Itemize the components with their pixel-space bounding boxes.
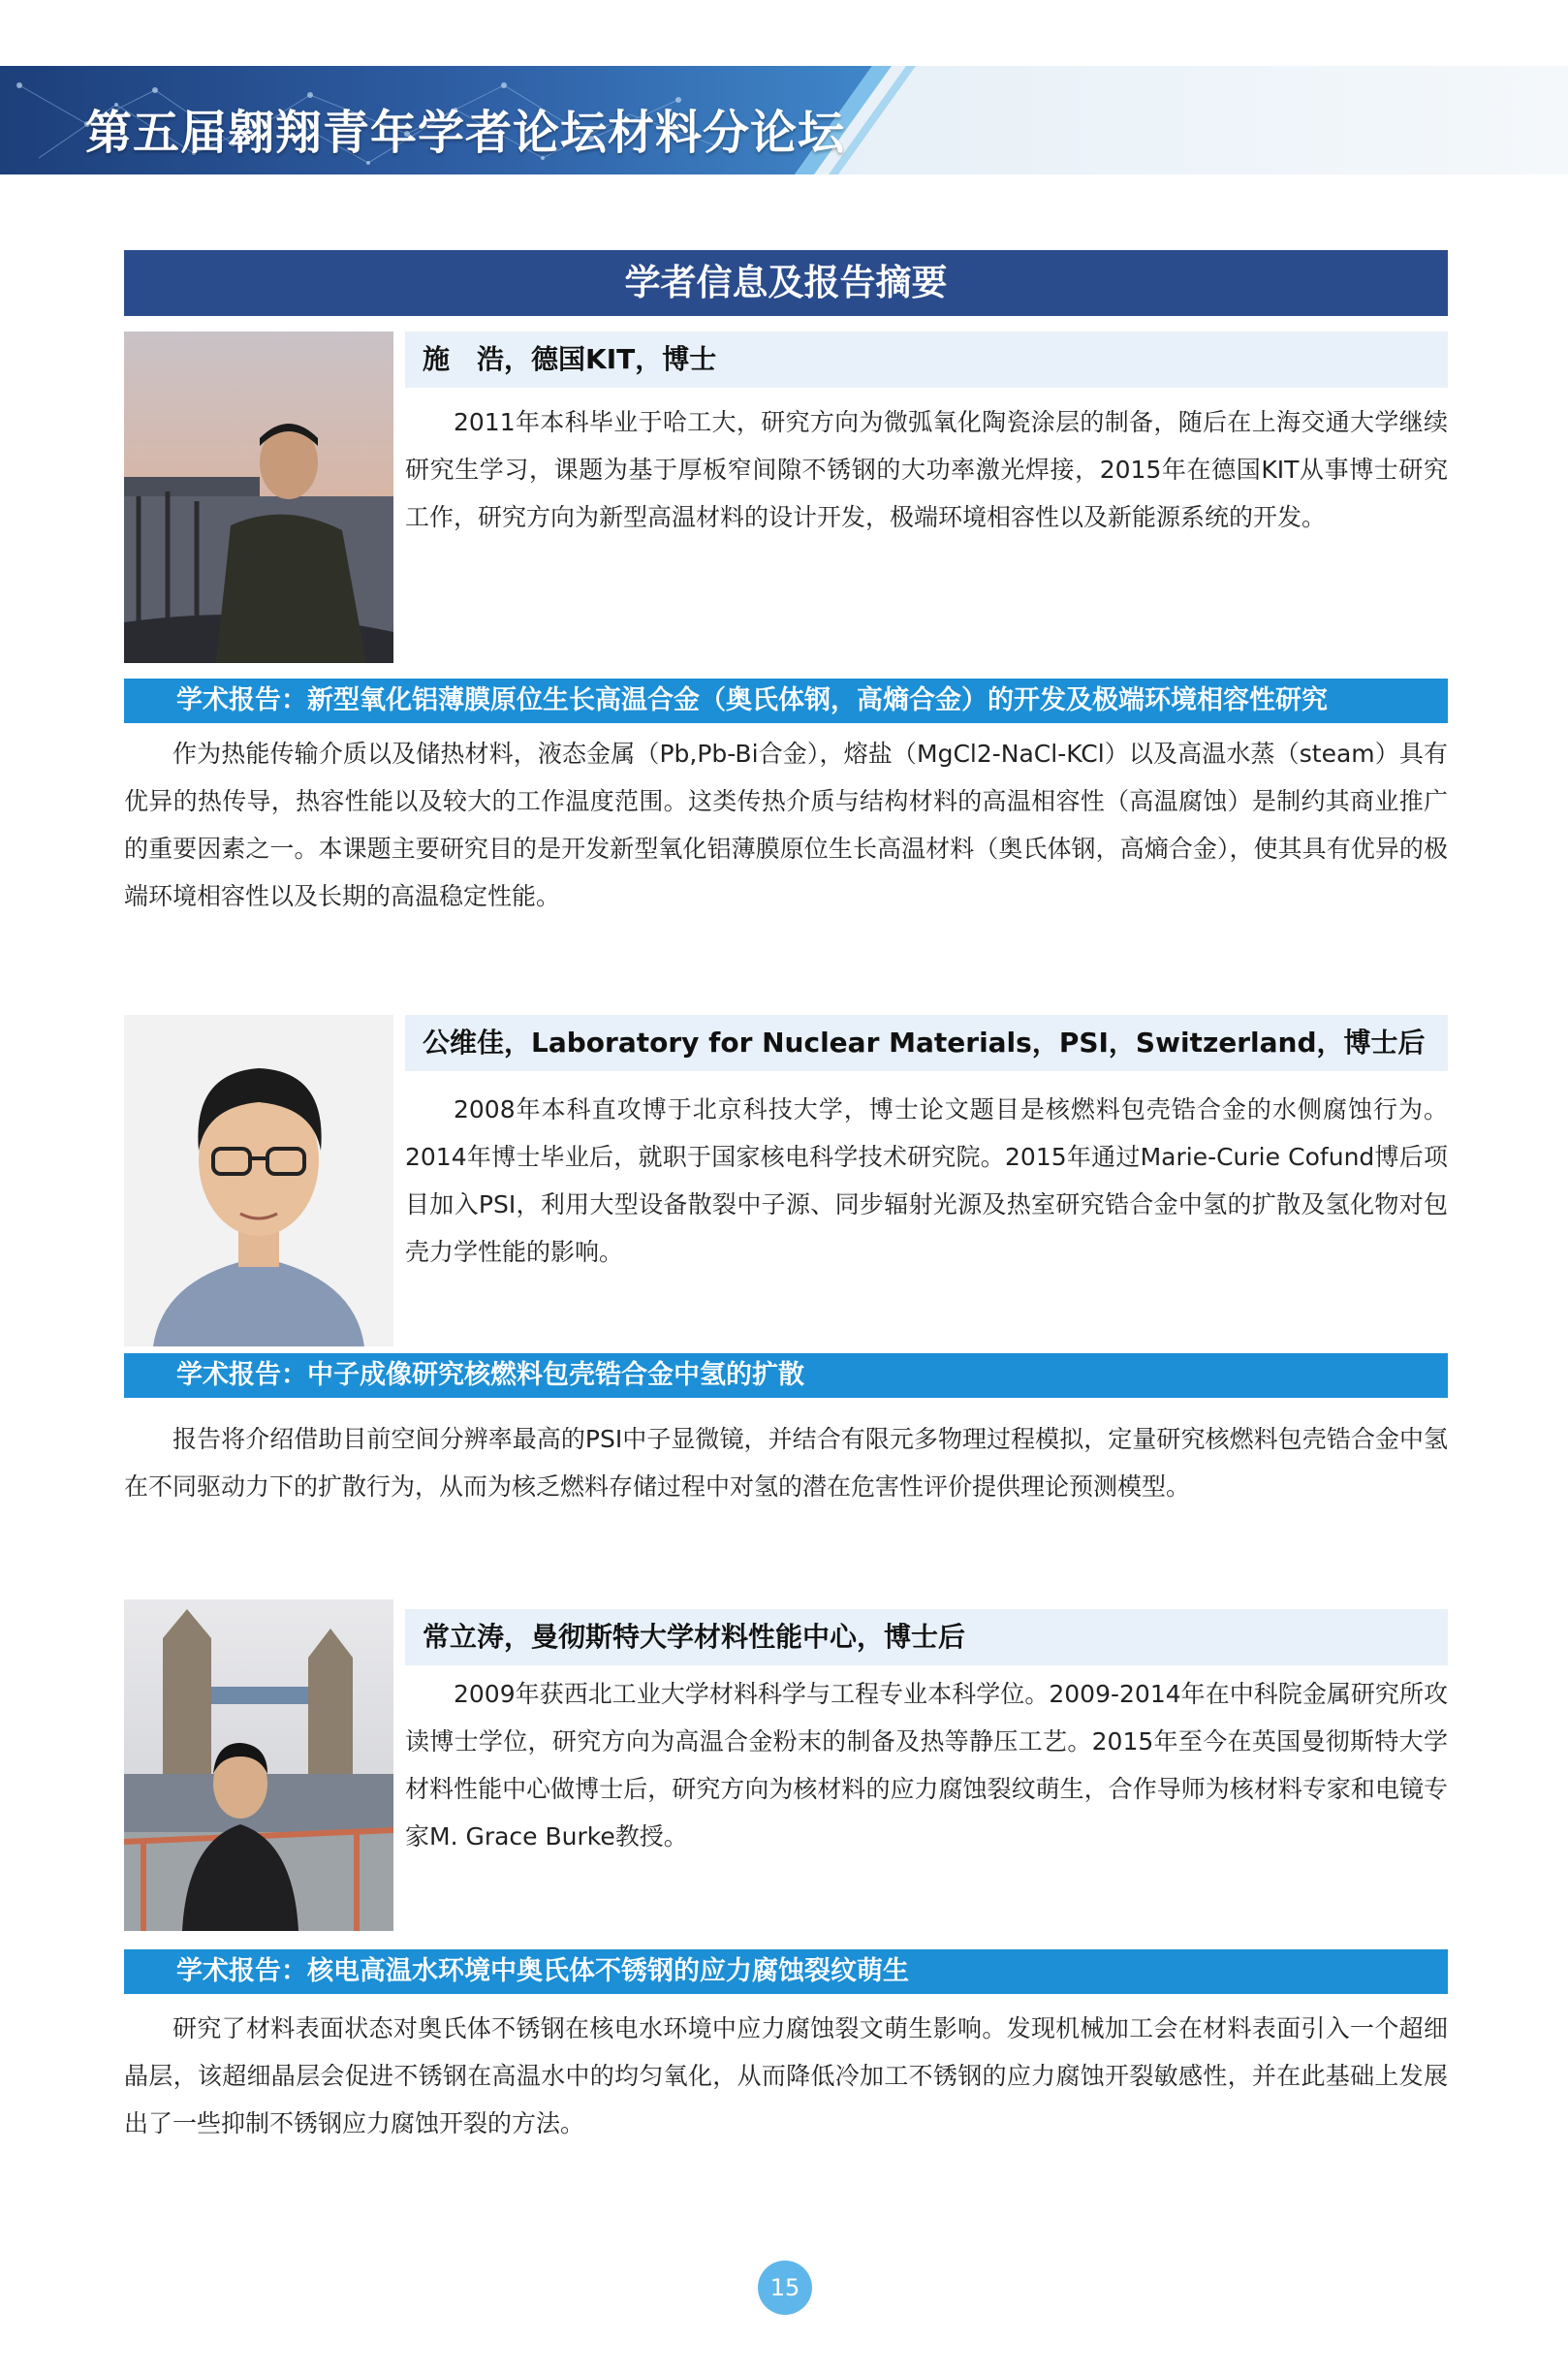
forum-title: 第五届翱翔青年学者论坛材料分论坛 — [85, 106, 846, 160]
scholar-photo — [124, 332, 393, 663]
scholar-bio: 2008年本科直攻博于北京科技大学，博士论文题目是核燃料包壳锆合金的水侧腐蚀行为。2014年博士毕业后，就职于国家核电科学技术研究院。2015年通过Marie-Curie Cofund博后项目加入PSI，利用大型设备散裂中子源、同步辐射光源及热室研究锆合金中氢的扩散及氢化物对包壳力学性能的影响。 — [405, 1095, 1448, 1266]
scholar-photo — [124, 1599, 393, 1931]
page-number: 15 — [758, 2261, 812, 2315]
scholar-bio: 2011年本科毕业于哈工大，研究方向为微弧氧化陶瓷涂层的制备，随后在上海交通大学继续研究生学习，课题为基于厚板窄间隙不锈钢的大功率激光焊接，2015年在德国KIT从事博士研究工作，研究方向为新型高温材料的设计开发，极端环境相容性以及新能源系统的开发。 — [405, 408, 1448, 531]
scholar-bio: 2009年获西北工业大学材料科学与工程专业本科学位。2009-2014年在中科院金属研究所攻读博士学位，研究方向为高温合金粉末的制备及热等静压工艺。2015年至今在英国曼彻斯特大学材料性能中心做博士后，研究方向为核材料的应力腐蚀裂纹萌生，合作导师为核材料专家和电镜专家M. Grace Burke教授。 — [405, 1680, 1448, 1851]
report-title: 学术报告：新型氧化铝薄膜原位生长高温合金（奥氏体钢，高熵合金）的开发及极端环境相容性研究 — [124, 679, 1448, 723]
report-abstract: 研究了材料表面状态对奥氏体不锈钢在核电水环境中应力腐蚀裂文萌生影响。发现机械加工会在材料表面引入一个超细晶层，该超细晶层会促进不锈钢在高温水中的均匀氧化，从而降低冷加工不锈钢的应力腐蚀开裂敏感性，并在此基础上发展出了一些抑制不锈钢应力腐蚀开裂的方法。 — [124, 2014, 1448, 2137]
scholar-name: 公维佳，Laboratory for Nuclear Materials，PSI，Switzerland，博士后 — [405, 1015, 1448, 1071]
header-banner — [0, 66, 1568, 174]
report-title: 学术报告：核电高温水环境中奥氏体不锈钢的应力腐蚀裂纹萌生 — [124, 1949, 1448, 1994]
scholar-name: 常立涛，曼彻斯特大学材料性能中心，博士后 — [405, 1609, 1448, 1665]
report-abstract: 报告将介绍借助目前空间分辨率最高的PSI中子显微镜，并结合有限元多物理过程模拟，定量研究核燃料包壳锆合金中氢在不同驱动力下的扩散行为，从而为核乏燃料存储过程中对氢的潜在危害性评价提供理论预测模型。 — [124, 1425, 1448, 1501]
scholar-name: 施 浩，德国KIT，博士 — [405, 332, 1448, 388]
report-title: 学术报告：中子成像研究核燃料包壳锆合金中氢的扩散 — [124, 1353, 1448, 1398]
report-abstract: 作为热能传输介质以及储热材料，液态金属（Pb,Pb-Bi合金），熔盐（MgCl2-NaCl-KCl）以及高温水蒸（steam）具有优异的热传导，热容性能以及较大的工作温度范围。这类传热介质与结构材料的高温相容性（高温腐蚀）是制约其商业推广的重要因素之一。本课题主要研究目的是开发新型氧化铝薄膜原位生长高温材料（奥氏体钢，高熵合金），使其具有优异的极端环境相容性以及长期的高温稳定性能。 — [124, 740, 1448, 910]
section-title: 学者信息及报告摘要 — [124, 250, 1448, 316]
scholar-photo — [124, 1015, 393, 1346]
